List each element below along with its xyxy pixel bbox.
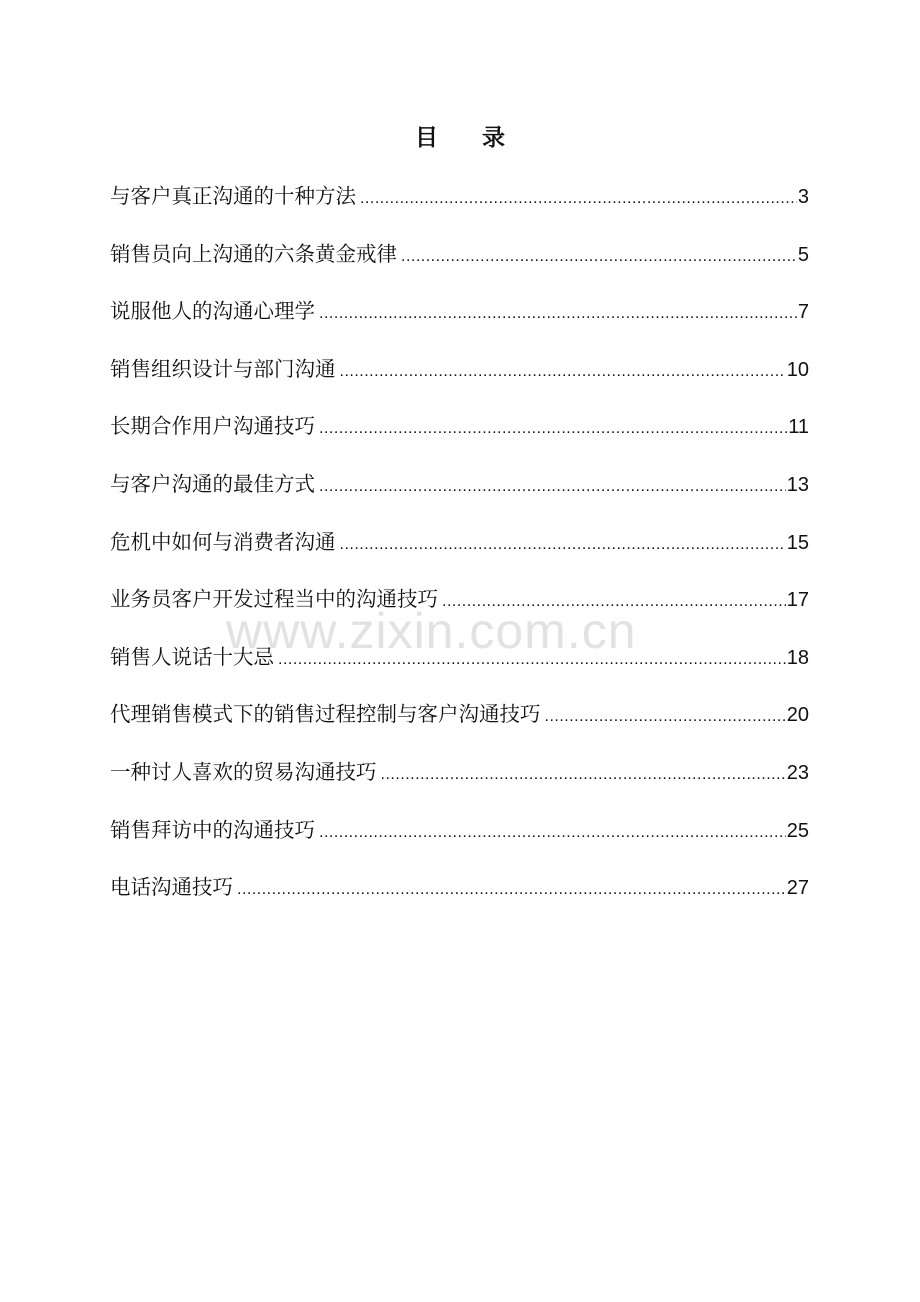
dot-leader bbox=[319, 815, 786, 851]
toc-entry-title: 销售员向上沟通的六条黄金戒律 bbox=[110, 241, 397, 266]
toc-entry[interactable] bbox=[110, 351, 809, 409]
dot-leader bbox=[237, 872, 786, 908]
toc-entry-page: 10 bbox=[786, 358, 809, 381]
toc-entry-page: 27 bbox=[786, 877, 809, 900]
toc-entry[interactable] bbox=[110, 581, 809, 639]
toc-heading-char-1: 目 bbox=[415, 125, 438, 151]
toc-entry[interactable] bbox=[110, 466, 809, 524]
toc-entry-page: 7 bbox=[797, 301, 809, 324]
toc-entry-title: 销售拜访中的沟通技巧 bbox=[110, 817, 315, 842]
toc-entry-title: 说服他人的沟通心理学 bbox=[110, 299, 315, 324]
dot-leader bbox=[401, 239, 797, 275]
toc-entry-page: 5 bbox=[797, 243, 809, 266]
watermark-text: www.zixin.com.cn bbox=[226, 603, 637, 659]
toc-entry-title: 代理销售模式下的销售过程控制与客户沟通技巧 bbox=[110, 702, 541, 727]
dot-leader bbox=[340, 527, 786, 563]
dot-leader bbox=[319, 296, 797, 332]
dot-leader bbox=[278, 642, 786, 678]
toc-list bbox=[110, 178, 809, 927]
dot-leader bbox=[442, 584, 786, 620]
toc-heading bbox=[0, 120, 920, 156]
toc-entry-page: 15 bbox=[786, 531, 809, 554]
toc-entry[interactable] bbox=[110, 293, 809, 351]
toc-entry-title: 销售人说话十大忌 bbox=[110, 644, 274, 669]
toc-entry-page: 20 bbox=[786, 704, 809, 727]
toc-entry-title: 与客户沟通的最佳方式 bbox=[110, 471, 315, 496]
toc-heading-char-2: 录 bbox=[482, 125, 505, 151]
toc-entry-page: 25 bbox=[786, 819, 809, 842]
toc-entry[interactable] bbox=[110, 236, 809, 294]
toc-entry[interactable] bbox=[110, 696, 809, 754]
toc-entry-title: 电话沟通技巧 bbox=[110, 875, 233, 900]
toc-entry-title: 危机中如何与消费者沟通 bbox=[110, 529, 336, 554]
toc-entry-page: 23 bbox=[786, 761, 809, 784]
dot-leader bbox=[381, 757, 786, 793]
dot-leader bbox=[319, 469, 786, 505]
toc-entry[interactable] bbox=[110, 178, 809, 236]
toc-entry[interactable] bbox=[110, 524, 809, 582]
dot-leader bbox=[319, 411, 787, 447]
toc-entry-page: 3 bbox=[797, 186, 809, 208]
toc-entry-page: 11 bbox=[788, 416, 809, 439]
toc-entry[interactable] bbox=[110, 812, 809, 870]
toc-entry-title: 销售组织设计与部门沟通 bbox=[110, 356, 336, 381]
toc-entry-page: 13 bbox=[786, 473, 809, 496]
toc-entry[interactable] bbox=[110, 869, 809, 927]
toc-entry[interactable] bbox=[110, 408, 809, 466]
dot-leader bbox=[360, 181, 797, 217]
toc-entry-title: 与客户真正沟通的十种方法 bbox=[110, 184, 356, 208]
toc-entry[interactable] bbox=[110, 754, 809, 812]
dot-leader bbox=[545, 699, 786, 735]
toc-entry-page: 17 bbox=[786, 589, 809, 612]
toc-entry-page: 18 bbox=[786, 646, 809, 669]
dot-leader bbox=[340, 354, 786, 390]
toc-entry-title: 一种讨人喜欢的贸易沟通技巧 bbox=[110, 759, 377, 784]
toc-entry[interactable] bbox=[110, 639, 809, 697]
toc-entry-title: 业务员客户开发过程当中的沟通技巧 bbox=[110, 587, 438, 612]
toc-entry-title: 长期合作用户沟通技巧 bbox=[110, 414, 315, 439]
